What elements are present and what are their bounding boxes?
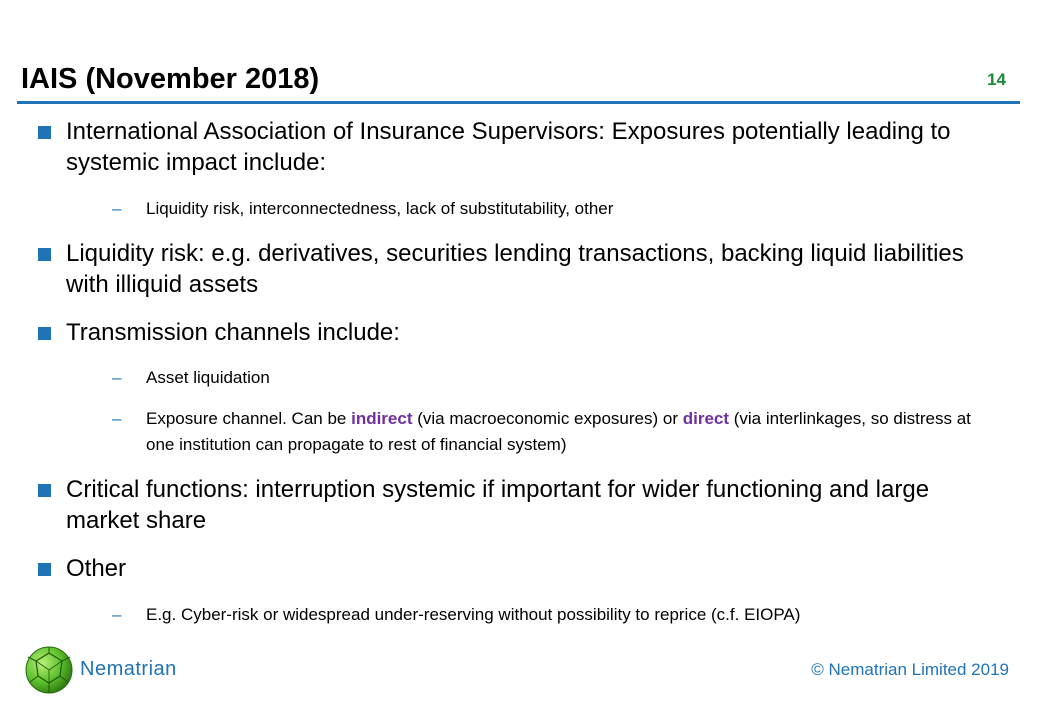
square-bullet-icon [38,126,51,139]
highlight-direct: direct [682,409,730,428]
sub-bullet-text: Exposure channel. Can be indirect (via macroeconomic exposures) or direct (via interlinkages, so distress at one institution can propagate to rest of financial system) [146,409,971,454]
sub-bullet-text: E.g. Cyber-risk or widespread under-reserving without possibility to reprice (c.f. EIOPA) [146,605,801,624]
dash-bullet-icon: – [112,368,122,387]
footer-brand: Nematrian [80,658,177,680]
sub-bullet-text: Asset liquidation [146,368,270,387]
bullet-text: Liquidity risk: e.g. derivatives, securities lending transactions, backing liquid liabilities with illiquid assets [66,240,964,298]
dash-bullet-icon: – [112,409,122,428]
bullet-text: Other [66,555,127,582]
page-number: 14 [987,70,1006,89]
bullet-text: International Association of Insurance Supervisors: Exposures potentially leading to systemic impact include: [66,118,951,176]
bullet-item [66,553,1006,584]
dash-bullet-icon: – [112,199,122,218]
bullet-item [66,317,1006,348]
square-bullet-icon [38,563,51,576]
highlight-indirect: indirect [351,409,413,428]
bullet-item [66,474,1006,536]
sub-bullet-item [112,602,996,628]
sub-bullet-item [112,406,996,458]
sub-bullet-item [112,365,996,391]
bullet-item [66,238,1006,300]
dash-bullet-icon: – [112,605,122,624]
sub-bullet-text: Liquidity risk, interconnectedness, lack of substitutability, other [146,199,614,218]
bullet-text: Critical functions: interruption systemic if important for wider functioning and large market share [66,476,930,534]
nematrian-logo-icon [24,645,74,695]
sub-bullet-item [112,196,996,222]
footer-copyright: © Nematrian Limited 2019 [811,660,1009,679]
square-bullet-icon [38,248,51,261]
square-bullet-icon [38,327,51,340]
bullet-item [66,116,1006,178]
bullet-text: Transmission channels include: [66,319,400,346]
square-bullet-icon [38,484,51,497]
slide-title: IAIS (November 2018) [21,63,320,95]
